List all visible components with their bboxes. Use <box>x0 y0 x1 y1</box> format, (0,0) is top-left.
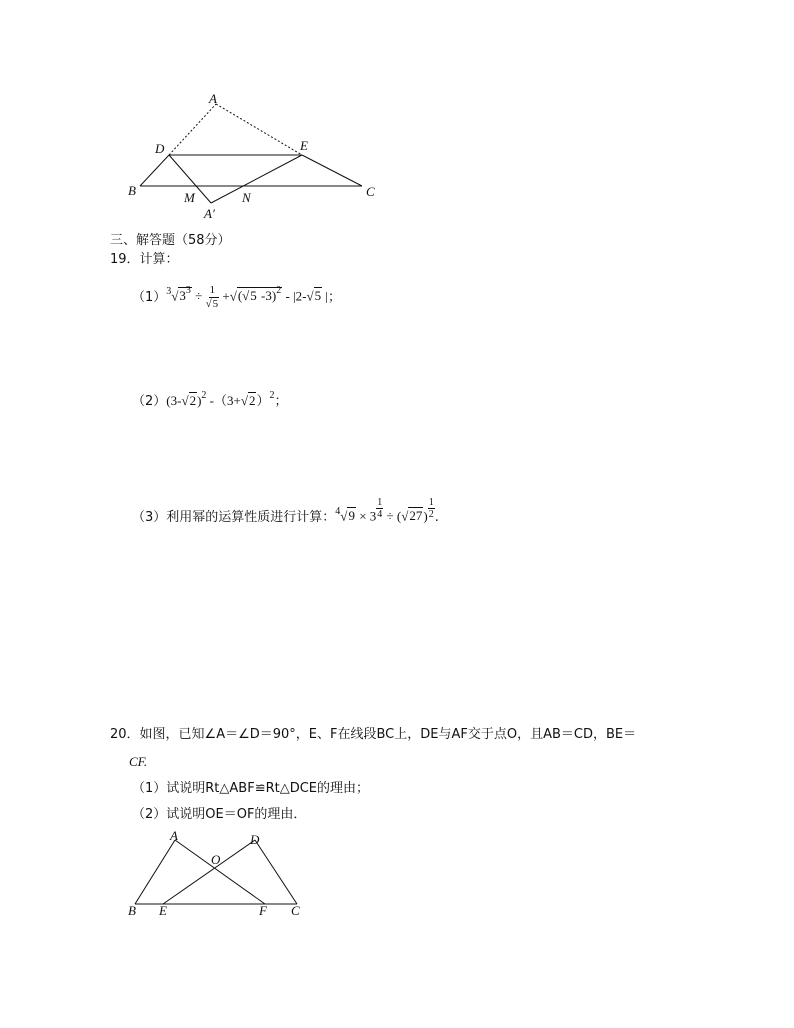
label-M: M <box>184 190 195 205</box>
label-B: B <box>128 183 136 198</box>
label-A: A <box>170 828 178 843</box>
q19-part3-tail: . <box>434 509 439 525</box>
label-A-prime: A′ <box>204 206 215 221</box>
segment-A2E <box>211 155 302 203</box>
q19-part2-number: （2） <box>132 394 167 409</box>
segment-DE <box>163 840 255 904</box>
q19-part3-expression: $^4$√9 × 3 $\frac{1}{4}$ ÷ (√27) $\frac{1}{2}$ <box>335 497 434 524</box>
q19-part1-tail: ； <box>327 289 341 305</box>
q19-stem: 19．计算： <box>110 252 179 267</box>
q20-part2: （2）试说明OE＝OF的理由． <box>132 807 307 822</box>
segment-DC <box>255 840 297 904</box>
q19-part2-tail: ； <box>274 394 288 409</box>
label-F: F <box>259 903 267 918</box>
segment-AE-dotted <box>216 104 302 155</box>
segment-BD <box>140 155 169 186</box>
segment-AF <box>175 840 265 904</box>
segment-DA-dotted <box>169 104 216 155</box>
label-A: A <box>209 91 217 106</box>
q19-part3-number: （3） <box>132 509 167 525</box>
label-C: C <box>366 184 375 199</box>
q20-part1: （1）试说明Rt△ABF≌Rt△DCE的理由； <box>132 781 370 796</box>
q19-part1-number: （1） <box>132 289 167 305</box>
label-C: C <box>291 903 300 918</box>
segment-EC <box>302 155 362 186</box>
q19-part1 <box>132 284 341 311</box>
label-N: N <box>242 190 251 205</box>
q19-part1-expression: $^3√3^3$ ÷ $\frac{1}{√5}$ +√(√5 -3)$^2$ - |2-√5 | <box>166 284 328 310</box>
section-heading: 三、解答题（58分） <box>110 233 231 248</box>
q19-part3 <box>132 497 439 529</box>
q20-line1: 20．如图，已知∠A＝∠D＝90°，E、F在线段BC上，DE与AF交于点O，且AB＝CD，BE＝ <box>110 727 637 742</box>
figure-two-triangles <box>125 832 315 912</box>
label-B: B <box>128 903 136 918</box>
q19-part3-text: 利用幂的运算性质进行计算： <box>166 509 336 525</box>
label-O: O <box>211 852 221 867</box>
segment-BA <box>135 840 175 904</box>
label-D: D <box>155 141 165 156</box>
label-E: E <box>159 903 167 918</box>
label-D: D <box>250 832 260 847</box>
q19-part2 <box>132 392 288 412</box>
q19-part2-expression: $(3-√2)^2$ $-(3+√2)^2$ <box>166 390 275 408</box>
q20-line2: CF. <box>129 754 148 769</box>
label-E: E <box>300 138 308 153</box>
